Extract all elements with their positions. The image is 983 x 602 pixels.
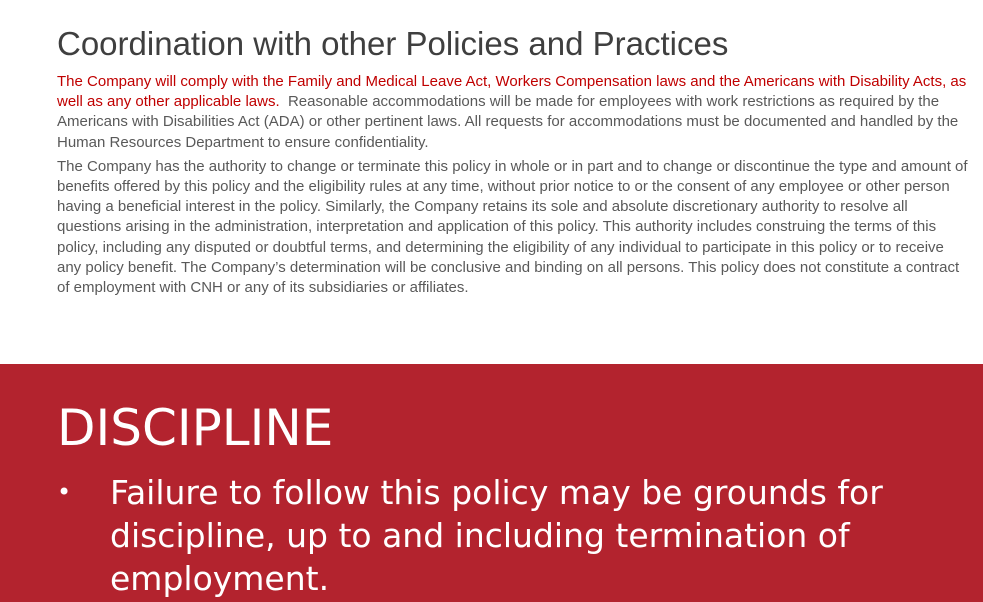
compliance-statement: The Company will comply with the Family and Medical Leave Act, Workers Compensation laws and the Americans with Disability Acts, as well as any other applicable laws. — [57, 73, 967, 111]
discipline-title: DISCIPLINE — [57, 399, 334, 457]
discipline-bullet-list — [57, 471, 957, 600]
policy-body — [57, 72, 969, 302]
paragraph-compliance — [57, 72, 969, 153]
page-title: Coordination with other Policies and Practices — [57, 25, 729, 62]
bullet-icon: • — [57, 478, 72, 506]
discipline-bullet-text: Failure to follow this policy may be grounds for discipline, up to and including termination of employment. — [110, 473, 883, 598]
discipline-section — [0, 364, 983, 602]
paragraph-authority: The Company has the authority to change or terminate this policy in whole or in part and to change or discontinue the type and amount of benefits offered by this policy and the eligibility rules at any time, without prior notice to or the consent of any employee or other person having a beneficial interest in the policy. Similarly, the Company retains its sole and absolute discretionary authority to resolve all questions arising in the administration, interpretation and application of this policy. This authority includes construing the terms of this policy, including any disputed or doubtful terms, and determining the eligibility of any individual to participate in this policy or to receive any policy benefit. The Company’s determination will be conclusive and binding on all persons. This policy does not constitute a contract of employment with CNH or any of its subsidiaries or affiliates. — [57, 157, 968, 297]
discipline-bullet — [57, 471, 957, 600]
accommodation-statement: Reasonable accommodations will be made for employees with work restrictions as required by the Americans with Disabilities Act (ADA) or other pertinent laws. All requests for accommodations must be documented and handled by the Human Resources Department to ensure confidentiality. — [57, 93, 959, 151]
